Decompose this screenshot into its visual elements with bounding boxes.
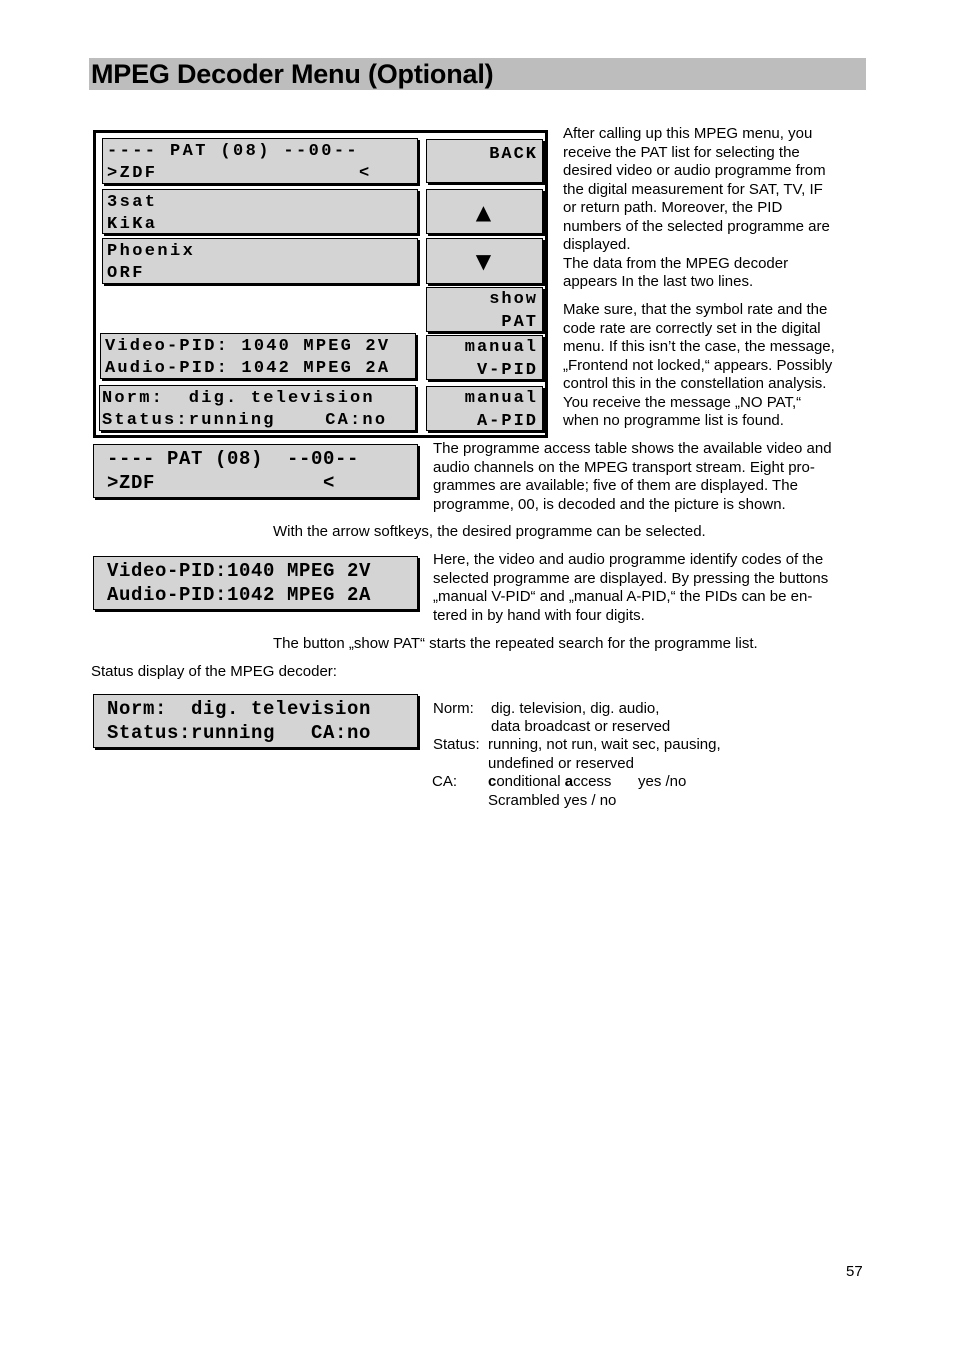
pid-lcd xyxy=(93,556,418,610)
legend-ca-label: CA: xyxy=(432,773,458,790)
programme-row-orf[interactable]: ORF xyxy=(107,264,145,283)
back-button-label: BACK xyxy=(489,145,538,164)
pat-paragraph xyxy=(433,440,873,514)
note-paragraph xyxy=(563,301,863,431)
audio-pid-text: Audio-PID: 1042 MPEG 2A xyxy=(105,359,391,378)
text-line: The data from the MPEG decoder xyxy=(563,254,789,272)
manual-v-pid-label-1: manual xyxy=(464,338,538,357)
text-line: when no programme list is found. xyxy=(563,412,784,429)
status-lcd-line-1: Norm: dig. television xyxy=(107,698,372,720)
back-button[interactable] xyxy=(426,139,543,183)
status-heading: Status display of the MPEG decoder: xyxy=(91,663,337,680)
manual-a-pid-label-1: manual xyxy=(464,389,538,408)
text-line: tered in by hand with four digits. xyxy=(433,606,645,624)
legend-ca-line-1 xyxy=(488,773,611,792)
video-pid-text: Video-PID: 1040 MPEG 2V xyxy=(105,337,391,356)
manual-a-pid-label-2: A-PID xyxy=(476,412,538,431)
page-number: 57 xyxy=(846,1263,863,1280)
text-line: Make sure, that the symbol rate and the xyxy=(563,301,828,318)
arrow-down-icon: ▼ xyxy=(475,249,494,273)
legend-norm-line-2: data broadcast or reserved xyxy=(491,718,671,735)
manual-a-pid-button[interactable] xyxy=(426,386,543,431)
arrow-softkeys-note: With the arrow softkeys, the desired programme can be selected. xyxy=(273,523,706,540)
text-line: After calling up this MPEG menu, you xyxy=(563,125,813,142)
text-line: selected programme are displayed. By pressing the buttons xyxy=(433,569,829,587)
programme-row-zdf[interactable]: >ZDF < xyxy=(107,164,372,183)
show-pat-note: The button „show PAT“ starts the repeated search for the programme list. xyxy=(273,635,758,652)
pid-display xyxy=(100,333,416,379)
ca-c-letter: c xyxy=(488,773,497,790)
status-display xyxy=(99,385,416,431)
pat-header-text: ---- PAT (08) --00-- xyxy=(107,142,360,161)
manual-v-pid-label-2: V-PID xyxy=(476,361,538,380)
legend-status-line-1: running, not run, wait sec, pausing, xyxy=(488,736,721,753)
text-line: or return path. Moreover, the PID xyxy=(563,199,783,216)
text-line: the digital measurement for SAT, TV, IF xyxy=(563,180,823,198)
text-line: control this in the constellation analysis. xyxy=(563,375,827,392)
programme-row-phoenix[interactable]: Phoenix xyxy=(107,242,196,261)
ca-ccess: ccess xyxy=(573,773,612,790)
text-line: „Frontend not locked,“ appears. Possibly xyxy=(563,356,833,374)
show-pat-label-2: PAT xyxy=(501,313,538,332)
text-line: receive the PAT list for selecting the xyxy=(563,143,800,161)
text-line: The programme access table shows the available video and xyxy=(433,440,832,457)
pat-lcd-line-2: >ZDF < xyxy=(107,472,336,494)
programme-row-3sat[interactable]: 3sat xyxy=(107,193,158,212)
pat-lcd-line-1: ---- PAT (08) --00-- xyxy=(107,448,360,470)
text-line: desired video or audio programme from xyxy=(563,162,826,179)
text-line: „manual V-PID“ and „manual A-PID,“ the PIDs can be en- xyxy=(433,588,813,605)
text-line: code rate are correctly set in the digital xyxy=(563,319,821,337)
norm-text: Norm: dig. television xyxy=(102,389,375,408)
pid-lcd-line-1: Video-PID:1040 MPEG 2V xyxy=(107,560,372,582)
ca-a-letter: a xyxy=(564,773,574,790)
text-line: Here, the video and audio programme identify codes of the xyxy=(433,551,824,568)
legend-ca-yesno: yes /no xyxy=(638,773,687,790)
text-line: programme, 00, is decoded and the picture is shown. xyxy=(433,495,786,513)
status-text: Status:running CA:no xyxy=(102,411,388,430)
show-pat-button[interactable] xyxy=(426,287,543,332)
programme-list-block-1 xyxy=(102,189,418,234)
legend-ca-line-2: Scrambled yes / no xyxy=(488,792,617,809)
ca-onditional: onditional xyxy=(496,773,565,790)
status-lcd xyxy=(93,694,418,748)
legend-norm-line-1: dig. television, dig. audio, xyxy=(491,700,660,717)
text-line: numbers of the selected programme are xyxy=(563,217,830,235)
text-line: appears In the last two lines. xyxy=(563,273,754,290)
legend-norm-label: Norm: xyxy=(433,700,474,717)
legend-status-label: Status: xyxy=(433,736,480,753)
pid-paragraph xyxy=(433,551,873,625)
pat-list-header xyxy=(102,138,418,184)
pid-lcd-line-2: Audio-PID:1042 MPEG 2A xyxy=(107,584,372,606)
arrow-up-button[interactable] xyxy=(426,189,543,234)
legend-status-line-2: undefined or reserved xyxy=(488,755,634,772)
text-line: audio channels on the MPEG transport stream. Eight pro- xyxy=(433,458,815,476)
title-bar xyxy=(89,58,866,90)
programme-list-block-2 xyxy=(102,238,418,284)
status-lcd-line-2: Status:running CA:no xyxy=(107,722,372,744)
page-title: MPEG Decoder Menu (Optional) xyxy=(91,59,494,89)
text-line: grammes are available; five of them are displayed. The xyxy=(433,477,798,494)
manual-v-pid-button[interactable] xyxy=(426,335,543,380)
arrow-down-button[interactable] xyxy=(426,238,543,284)
text-line: menu. If this isn’t the case, the message, xyxy=(563,338,835,355)
text-line: displayed. xyxy=(563,236,631,253)
arrow-up-icon: ▲ xyxy=(475,200,494,224)
pat-lcd xyxy=(93,444,418,498)
show-pat-label-1: show xyxy=(489,290,538,309)
programme-row-kika[interactable]: KiKa xyxy=(107,215,158,234)
intro-paragraph xyxy=(563,125,863,292)
text-line: You receive the message „NO PAT,“ xyxy=(563,393,802,411)
